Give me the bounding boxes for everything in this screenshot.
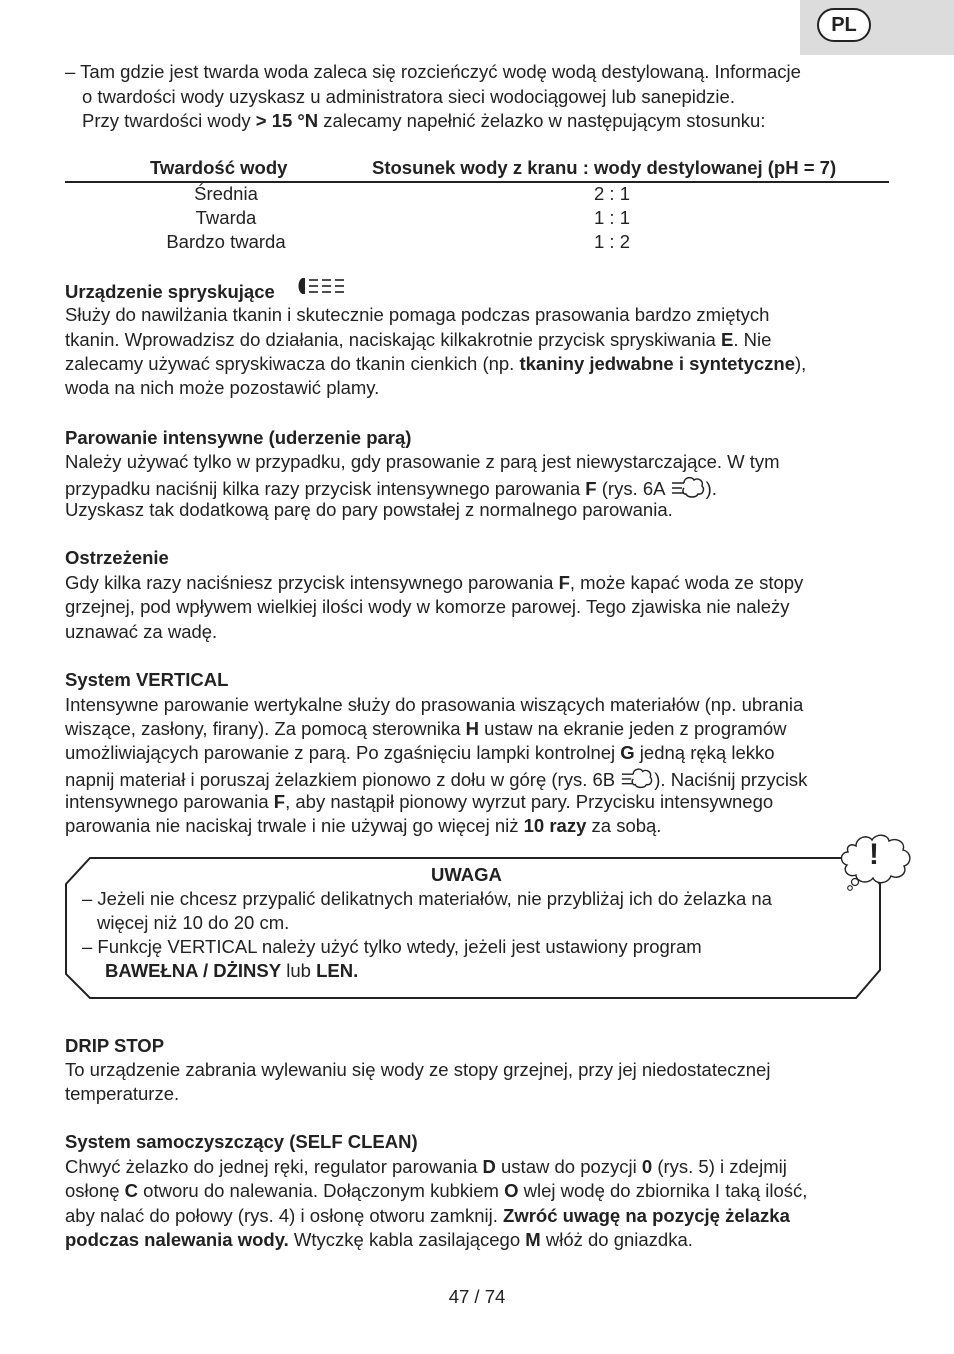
burst-line-1: Należy używać tylko w przypadku, gdy prasowanie z parą jest niewystarczające. W tym — [65, 451, 780, 472]
table-cell-ratio: 1 : 1 — [594, 207, 630, 228]
table-cell-hardness: Twarda — [195, 207, 257, 228]
dripstop-line-1: To urządzenie zabrania wylewaniu się wody ze stopy grzejnej, przy jej niedostatecznej — [65, 1059, 771, 1080]
warning-line-2: grzejnej, pod wpływem wielkiej ilości wody w komorze parowej. Tego zjawiska nie należy — [65, 596, 790, 617]
vertical-line-6: parowania nie naciskaj trwale i nie używaj go więcej niż 10 razy za sobą. — [65, 815, 662, 836]
page-number: 47 / 74 — [448, 1286, 506, 1307]
selfclean-line-2: osłonę C otworu do nalewania. Dołączonym kubkiem O wlej wodę do zbiornika I taką ilość, — [65, 1180, 808, 1201]
table-cell-hardness: Średnia — [194, 183, 258, 204]
selfclean-heading: System samoczyszczący (SELF CLEAN) — [65, 1131, 418, 1152]
table-header-hardness: Twardość wody — [150, 157, 288, 178]
dripstop-line-2: temperaturze. — [65, 1083, 180, 1104]
spray-line-1: Służy do nawilżania tkanin i skutecznie pomaga podczas prasowania bardzo zmiętych — [65, 304, 770, 325]
spray-line-2: tkanin. Wprowadzisz do działania, naciskając kilkakrotnie przycisk spryskiwania E. Nie — [65, 329, 772, 350]
burst-line-2: przypadku naciśnij kilka razy przycisk intensywnego parowania F (rys. 6A ). — [65, 474, 717, 506]
table-cell-ratio: 1 : 2 — [594, 231, 630, 252]
language-badge: PL — [817, 8, 871, 42]
table-cell-hardness: Bardzo twarda — [166, 231, 286, 252]
warning-heading: Ostrzeżenie — [65, 547, 169, 568]
table-cell-ratio: 2 : 1 — [594, 183, 630, 204]
vertical-line-5: intensywnego parowania F, aby nastąpił pionowy wyrzut pary. Przycisku intensywnego — [65, 791, 774, 812]
vertical-line-1: Intensywne parowanie wertykalne służy do prasowania wiszących materiałów (np. ubrania — [65, 694, 804, 715]
selfclean-line-1: Chwyć żelazko do jednej ręki, regulator parowania D ustaw do pozycji 0 (rys. 5) i zdejmij — [65, 1156, 787, 1177]
warning-line-1: Gdy kilka razy naciśniesz przycisk intensywnego parowania F, może kapać woda ze stopy — [65, 572, 804, 593]
selfclean-line-4: podczas nalewania wody. Wtyczkę kabla zasilającego M włóż do gniazdka. — [65, 1229, 693, 1250]
vertical-heading: System VERTICAL — [65, 669, 229, 690]
burst-heading: Parowanie intensywne (uderzenie parą) — [65, 427, 412, 448]
vertical-line-3: umożliwiających parowanie z parą. Po zgaśnięciu lampki kontrolnej G jedną ręką lekko — [65, 742, 775, 763]
table-header-ratio: Stosunek wody z kranu : wody destylowanej (pH = 7) — [372, 157, 837, 178]
warning-line-3: uznawać za wadę. — [65, 621, 218, 642]
notice-line-4: BAWEŁNA / DŻINSY lub LEN. — [105, 960, 359, 981]
notice-line-3: – Funkcję VERTICAL należy użyć tylko wtedy, jeżeli jest ustawiony program — [82, 936, 702, 957]
exclamation-mark: ! — [869, 838, 879, 871]
notice-line-2: więcej niż 10 do 20 cm. — [97, 912, 290, 933]
vertical-line-2: wiszące, zasłony, firany). Za pomocą sterownika H ustaw na ekranie jeden z programów — [65, 718, 787, 739]
intro-line-3: Przy twardości wody > 15 °N zalecamy napełnić żelazko w następującym stosunku: — [82, 110, 766, 131]
steam-burst-icon — [670, 474, 706, 506]
spray-heading: Urządzenie spryskujące — [65, 280, 348, 304]
spray-icon — [294, 276, 348, 302]
notice-title: UWAGA — [431, 864, 502, 885]
exclamation-cloud-icon — [838, 832, 914, 894]
intro-line-2: o twardości wody uzyskasz u administratora sieci wodociągowej lub sanepidzie. — [82, 86, 735, 107]
burst-line-3: Uzyskasz tak dodatkową parę do pary powstałej z normalnego parowania. — [65, 499, 673, 520]
dripstop-heading: DRIP STOP — [65, 1035, 165, 1056]
vertical-line-4: napnij materiał i poruszaj żelazkiem pionowo z dołu w górę (rys. 6B ). Naciśnij przycisk — [65, 765, 807, 797]
selfclean-line-3: aby nalać do połowy (rys. 4) i osłonę otworu zamknij. Zwróć uwagę na pozycję żelazka — [65, 1205, 790, 1226]
spray-line-4: woda na nich może pozostawić plamy. — [65, 377, 380, 398]
notice-line-1: – Jeżeli nie chcesz przypalić delikatnych materiałów, nie przybliżaj ich do żelazka na — [82, 888, 772, 909]
intro-line-1: – Tam gdzie jest twarda woda zaleca się rozcieńczyć wodę wodą destylowaną. Informacje — [65, 61, 801, 82]
spray-line-3: zalecamy używać spryskiwacza do tkanin cienkich (np. tkaniny jedwabne i syntetyczne), — [65, 353, 807, 374]
